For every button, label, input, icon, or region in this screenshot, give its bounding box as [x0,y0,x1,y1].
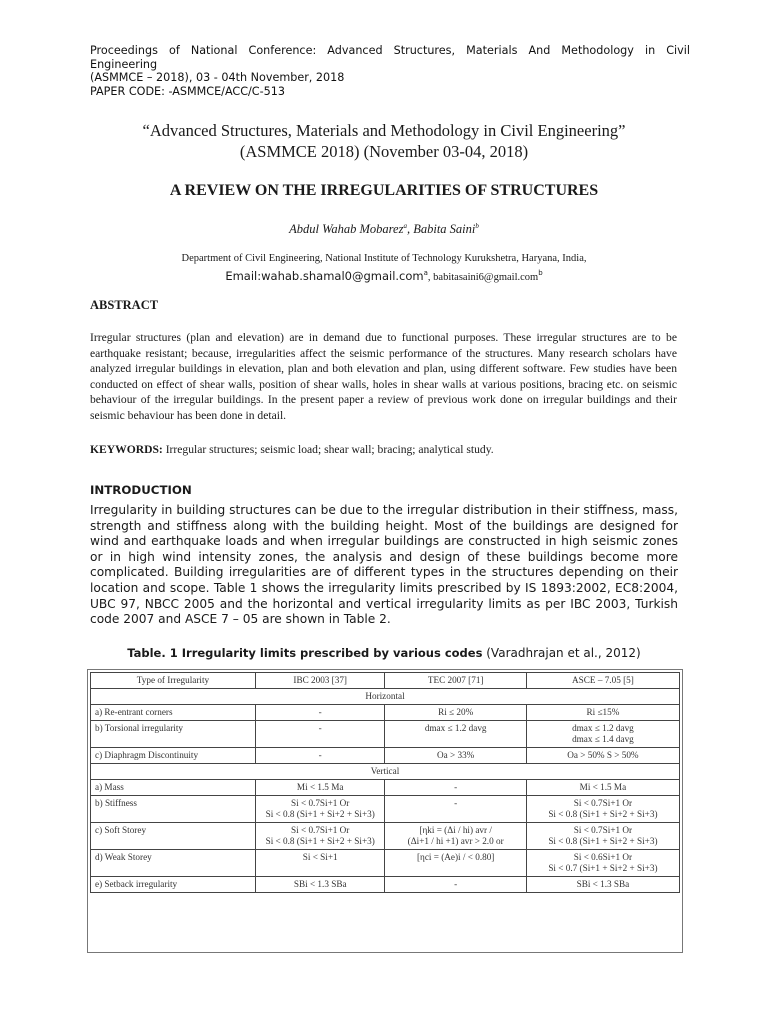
emails [60,269,708,283]
abstract-text: Irregular structures (plan and elevation) are in demand due to functional purposes. These irregular structures are to be earthquake resistant; because, irregularities affect the seismic performance of the structures. Many research scholars have analyzed irregular buildings in elevation, plan and both elevation and plan, using different software. Few studies have been conducted on effect of shear walls, position of shear walls, holes in shear walls at various positions, bracing etc. on seismic behaviour of the irregular buildings. In the present paper a review of previous work done on irregular buildings and their seismic behaviour has been done in detail. [90,331,677,422]
table-cell: a) Mass [91,780,256,796]
table-cell: c) Soft Storey [91,823,256,850]
cell-line: dmax ≤ 1.4 davg [572,734,634,744]
cell-line: (Δi+1 / hi +1) avr > 2.0 or [407,836,504,846]
table-header-cell: TEC 2007 [71] [385,673,526,689]
table-row [91,748,680,764]
cell-line: Si < 0.7Si+1 Or [573,825,633,835]
cell-line: Si < 0.6Si+1 Or [573,852,633,862]
table-row [91,877,680,893]
table-cell: - [385,877,526,893]
table-cell: [ηci = (Ae)i / < 0.80] [385,850,526,877]
table-row [91,780,680,796]
introduction-heading: INTRODUCTION [90,483,192,497]
paper-title: A REVIEW ON THE IRREGULARITIES OF STRUCTURES [169,182,599,199]
table-row [91,721,680,748]
table-caption-title: Table. 1 Irregularity limits prescribed by various codes [127,646,483,660]
irregularity-table [90,672,680,893]
author-2: Babita Saini [413,222,476,237]
table-cell: d) Weak Storey [91,850,256,877]
table-cell: - [385,780,526,796]
table-group-row [91,689,680,705]
table-cell: Oa > 33% [385,748,526,764]
cell-line: Si < 0.7Si+1 Or [573,798,633,808]
table-cell: b) Stiffness [91,796,256,823]
author-separator: , [406,222,414,237]
group-vertical-label: Vertical [91,764,680,780]
table-cell: Mi < 1.5 Ma [526,780,679,796]
table-group-row [91,764,680,780]
table-cell: - [385,796,526,823]
table-cell: SBi < 1.3 SBa [255,877,385,893]
cell-line: Si < 0.7 (Si+1 + Si+2 + Si+3) [548,863,658,873]
header-line-1: Proceedings of National Conference: Advanced Structures, Materials And Methodology in Civil [90,44,690,57]
table-row [91,705,680,721]
table-cell: Ri ≤15% [526,705,679,721]
table-cell: - [255,721,385,748]
table-cell: SBi < 1.3 SBa [526,877,679,893]
table-cell [255,823,385,850]
cell-line: Si < 0.7Si+1 Or [291,798,350,808]
keywords-text: Irregular structures; seismic load; shear wall; bracing; analytical study. [162,443,494,456]
proceedings-header [90,44,690,98]
header-line-3: (ASMMCE – 2018), 03 - 04th November, 2018 [90,71,345,84]
table-cell [526,823,679,850]
table-header-cell: ASCE – 7.05 [5] [526,673,679,689]
cell-line: Si < 0.8 (Si+1 + Si+2 + Si+3) [548,809,658,819]
table-row [91,850,680,877]
table-cell [255,796,385,823]
table-cell [526,850,679,877]
conference-title-line-2: (ASMMCE 2018) (November 03-04, 2018) [239,142,529,161]
table-row [91,796,680,823]
table-cell: Ri ≤ 20% [385,705,526,721]
keywords [90,443,680,456]
table-cell [526,796,679,823]
email-2: , babitasaini6@gmail.com [427,272,539,283]
email-1: Email:wahab.shamal0@gmail.com [225,269,424,283]
author-1-sup: a [403,222,407,230]
authors [60,222,708,237]
email-2-sup: b [538,269,543,278]
table-cell: e) Setback irregularity [91,877,256,893]
table-header-row [91,673,680,689]
group-horizontal-label: Horizontal [91,689,680,705]
table-caption [60,646,708,660]
header-line-4: PAPER CODE: -ASMMCE/ACC/C-513 [90,84,286,98]
cell-line: [ηki = (Δi / hi) avr / [419,825,492,835]
author-1: Abdul Wahab Mobarez [289,222,404,237]
email-1-sup: a [423,269,428,278]
table-cell: dmax ≤ 1.2 davg [385,721,526,748]
affiliation: Department of Civil Engineering, National Institute of Technology Kurukshetra, Haryana, India, [181,253,587,264]
table-cell: - [255,705,385,721]
table-cell [526,721,679,748]
cell-line: Si < 0.8 (Si+1 + Si+2 + Si+3) [265,836,375,846]
table-header-cell: IBC 2003 [37] [255,673,385,689]
table-cell: Mi < 1.5 Ma [255,780,385,796]
cell-line: Si < 0.7Si+1 Or [291,825,350,835]
cell-line: Si < 0.8 (Si+1 + Si+2 + Si+3) [548,836,658,846]
introduction-text: Irregularity in building structures can be due to the irregular distribution in their stiffness, mass, strength and stiffness along with the building height. Most of the buildings are designed for wind and earthquake loads and when irregular buildings are constructed in high seismic zones or in high wind intensity zones, the analysis and design of these buildings become more complicated. Building irregularities are of different types in the structures depending on their location and scope. Table 1 shows the irregularity limits prescribed by IS 1893:2002, EC8:2004, UBC 97, NBCC 2005 and the horizontal and vertical irregularity limits as per IBC 2003, Turkish code 2007 and ASCE 7 – 05 are shown in Table 2. [90,503,678,627]
table-cell: a) Re-entrant corners [91,705,256,721]
cell-line: dmax ≤ 1.2 davg [572,723,634,733]
abstract-heading: ABSTRACT [90,298,159,312]
table-cell: b) Torsional irregularity [91,721,256,748]
table-header-cell: Type of Irregularity [91,673,256,689]
table-row [91,823,680,850]
cell-line: Si < 0.8 (Si+1 + Si+2 + Si+3) [265,809,375,819]
author-2-sup: b [475,222,479,230]
table-cell: Si < Si+1 [255,850,385,877]
keywords-label: KEYWORDS: [90,443,163,456]
table-cell: Oa > 50% S > 50% [526,748,679,764]
table-caption-citation: (Varadhrajan et al., 2012) [482,646,641,660]
conference-title-line-1: “Advanced Structures, Materials and Methodology in Civil Engineering” [142,121,626,140]
table-cell: - [255,748,385,764]
table-cell: c) Diaphragm Discontinuity [91,748,256,764]
header-line-2: Engineering [90,57,158,71]
table-cell [385,823,526,850]
